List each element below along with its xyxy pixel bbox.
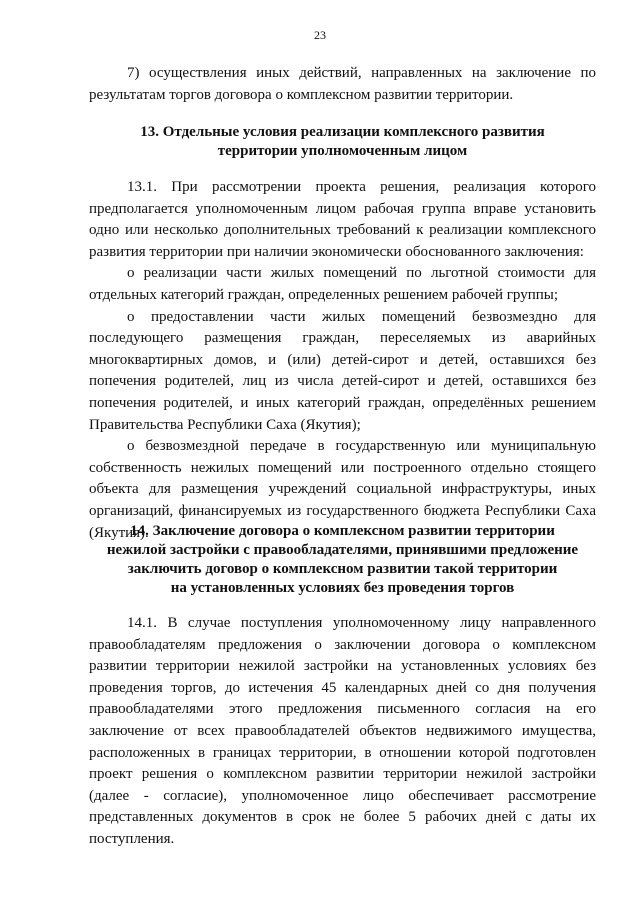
section-13-heading [89, 123, 596, 161]
paragraph-14-1: 14.1. В случае поступления уполномоченному лицу направленного правообладателям предложения о заключении договора о комплексном развитии территории нежилой застройки на установленных условиях без проведения торгов, до истечения 45 календарных дней со дня получения правообладателями этого предложения письменного согласия на его заключение от всех правообладателей объектов недвижимого имущества, расположенных в границах территории, в отношении которой подготовлен проект решения о комплексном развитии территории нежилой застройки (далее - согласие), уполномоченное лицо обеспечивает рассмотрение представленных документов в срок не более 5 рабочих дней с даты их поступления. [89, 615, 596, 847]
section-14-heading-line: 14. Заключение договора о комплексном развитии территории [130, 523, 555, 539]
item-7-paragraph: 7) осуществления иных действий, направленных на заключение по результатам торгов договора о комплексном развитии территории. [89, 65, 596, 103]
paragraph-13-1-item-2: о предоставлении части жилых помещений безвозмездно для последующего размещения граждан, переселяемых из аварийных многоквартирных домов, и (или) детей-сирот и детей, оставшихся без попечения родителей, лиц из числа детей-сирот и детей, оставшихся без попечения родителей, и иных категорий граждан, определённых решением Правительства Республики Саха (Якутия); [89, 308, 596, 433]
section-14-heading-line: на установленных условиях без проведения торгов [170, 580, 515, 596]
section-14-heading-line: нежилой застройки с правообладателями, принявшими предложение [106, 542, 579, 558]
page-number: 23 [314, 28, 326, 42]
paragraph-13-1: 13.1. При рассмотрении проекта решения, реализация которого предполагается уполномоченным лицом рабочая группа вправе установить одно или несколько дополнительных требований к реализации комплексного развития территории при наличии экономически обоснованного заключения: [89, 179, 596, 260]
section-14-heading [89, 522, 596, 598]
section-13-heading-line: 13. Отдельные условия реализации комплексного развития [140, 124, 545, 140]
paragraph-13-1-item-3: о безвозмездной передаче в государственную или муниципальную собственность нежилых помещений или построенного отдельно стоящего объекта для размещения учреждений социальной инфраструктуры, иных организаций, финансируемых из государственного бюджета Республики Саха (Якутия). [89, 438, 596, 541]
paragraph-13-1-item-1: о реализации части жилых помещений по льготной стоимости для отдельных категорий граждан, определенных решением рабочей группы; [89, 265, 596, 303]
item-7-block [89, 63, 596, 106]
section-13-heading-line: территории уполномоченным лицом [217, 143, 468, 159]
section-14-body [89, 613, 596, 851]
section-13-body [89, 177, 596, 544]
section-14-heading-line: заключить договор о комплексном развитии такой территории [127, 561, 558, 577]
